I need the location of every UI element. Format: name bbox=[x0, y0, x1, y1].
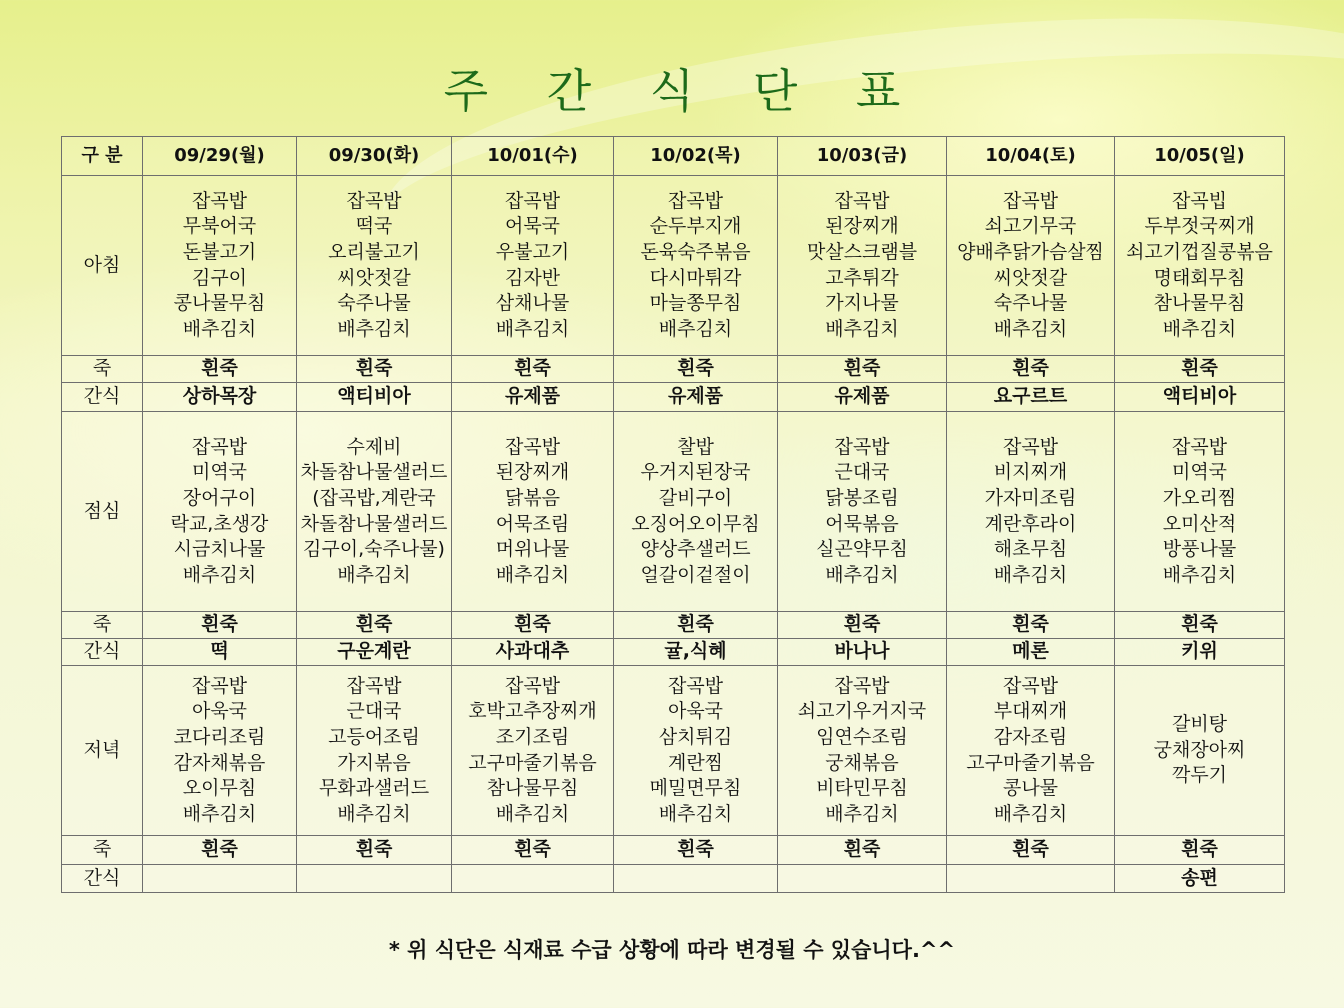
menu-item: 잡곡밥 bbox=[834, 674, 890, 697]
menu-item: 잡곡밥 bbox=[504, 435, 561, 458]
menu-item: 잡곡밥 bbox=[834, 435, 890, 458]
menu-item: 배추김치 bbox=[1162, 317, 1237, 340]
menu-item: 참나물무침 bbox=[486, 777, 579, 800]
menu-cell bbox=[778, 865, 947, 893]
menu-item: 잡곡밥 bbox=[1002, 189, 1059, 212]
menu-item: 흰죽 bbox=[201, 357, 238, 380]
menu-item: 잡곡밥 bbox=[1002, 674, 1059, 697]
menu-cell bbox=[614, 836, 778, 865]
menu-item: 어묵조림 bbox=[495, 512, 570, 535]
menu-item: 유제품 bbox=[667, 385, 724, 408]
menu-item: 잡곡밥 bbox=[504, 189, 561, 212]
menu-row bbox=[62, 639, 1285, 666]
menu-cell bbox=[1115, 639, 1285, 666]
menu-item: 머위나물 bbox=[495, 538, 570, 561]
menu-item: 배추김치 bbox=[182, 802, 257, 825]
menu-item: 쇠고기우거지국 bbox=[797, 700, 927, 723]
menu-item: 쇠고기껍질콩볶음 bbox=[1126, 240, 1273, 263]
menu-cell bbox=[778, 383, 947, 412]
menu-item: 잡곡밥 bbox=[504, 674, 561, 697]
menu-cell bbox=[297, 865, 452, 893]
row-label: 간식 bbox=[62, 383, 143, 412]
menu-item: 돈불고기 bbox=[182, 240, 257, 263]
menu-cell bbox=[297, 666, 452, 836]
menu-item: 김자반 bbox=[504, 266, 561, 289]
menu-item: 장어구이 bbox=[182, 486, 257, 509]
menu-item: 배추김치 bbox=[337, 563, 411, 586]
menu-item: 잡곡밥 bbox=[1002, 435, 1059, 458]
menu-item: 숙주나물 bbox=[337, 292, 411, 315]
menu-cell bbox=[452, 865, 614, 893]
menu-row bbox=[62, 412, 1285, 612]
menu-cell bbox=[778, 356, 947, 383]
header-day: 10/02(목) bbox=[614, 137, 778, 176]
menu-item: 잡곡밥 bbox=[191, 674, 248, 697]
menu-cell bbox=[143, 612, 297, 639]
menu-item: 배추김치 bbox=[337, 317, 411, 340]
menu-item: 마늘쫑무침 bbox=[649, 292, 742, 315]
menu-item: 닭볶음 bbox=[504, 486, 561, 509]
menu-item: 흰죽 bbox=[201, 838, 238, 861]
menu-cell bbox=[297, 836, 452, 865]
menu-item: 오징어오이무침 bbox=[631, 512, 760, 535]
menu-cell bbox=[778, 176, 947, 356]
row-label: 죽 bbox=[62, 836, 143, 865]
menu-item: 김구이,숙주나물) bbox=[303, 538, 445, 561]
page-title: 주 간 식 단 표 bbox=[443, 64, 923, 118]
menu-item: 구운계란 bbox=[337, 640, 411, 663]
menu-item: 다시마튀각 bbox=[649, 266, 742, 289]
weekly-menu-table bbox=[61, 136, 1285, 893]
menu-item: 흰죽 bbox=[355, 613, 393, 636]
menu-cell bbox=[947, 356, 1115, 383]
menu-item: 흰죽 bbox=[843, 613, 881, 636]
menu-item: 해초무침 bbox=[993, 538, 1068, 561]
menu-cell bbox=[947, 836, 1115, 865]
menu-item: 잡곡밥 bbox=[191, 189, 248, 212]
menu-item: 씨앗젓갈 bbox=[993, 266, 1068, 289]
menu-cell bbox=[614, 412, 778, 612]
menu-item: 송편 bbox=[1181, 866, 1218, 889]
menu-item: 콩나물무침 bbox=[173, 292, 266, 315]
menu-cell bbox=[143, 639, 297, 666]
menu-item: 흰죽 bbox=[1012, 357, 1049, 380]
menu-item: 배추김치 bbox=[993, 563, 1068, 586]
menu-cell bbox=[614, 612, 778, 639]
menu-item: 흰죽 bbox=[514, 357, 551, 380]
menu-row bbox=[62, 383, 1285, 412]
menu-item: 코다리조림 bbox=[173, 725, 266, 748]
menu-item: 오이무침 bbox=[182, 777, 257, 800]
menu-cell bbox=[452, 666, 614, 836]
menu-item: 상하목장 bbox=[182, 385, 257, 408]
menu-item: 숙주나물 bbox=[993, 292, 1068, 315]
menu-cell bbox=[947, 639, 1115, 666]
menu-item: 아욱국 bbox=[191, 700, 248, 723]
footnote: * 위 식단은 식재료 수급 상황에 따라 변경될 수 있습니다.^^ bbox=[388, 938, 956, 962]
menu-item: 미역국 bbox=[1171, 461, 1228, 484]
menu-item: 배추김치 bbox=[658, 802, 733, 825]
menu-item: 가오리찜 bbox=[1162, 486, 1237, 509]
menu-item: 잡곡밥 bbox=[191, 435, 248, 458]
menu-cell bbox=[778, 666, 947, 836]
menu-cell bbox=[143, 356, 297, 383]
menu-cell bbox=[778, 836, 947, 865]
menu-cell bbox=[452, 612, 614, 639]
menu-item: 삼채나물 bbox=[495, 292, 570, 315]
menu-cell bbox=[143, 865, 297, 893]
header-day: 10/05(일) bbox=[1115, 137, 1285, 176]
header-day: 10/04(토) bbox=[947, 137, 1115, 176]
menu-cell bbox=[143, 412, 297, 612]
menu-item: 임연수조림 bbox=[816, 725, 908, 748]
row-label: 아침 bbox=[62, 176, 143, 356]
menu-item: 흰죽 bbox=[677, 357, 714, 380]
menu-cell bbox=[1115, 612, 1285, 639]
menu-row bbox=[62, 836, 1285, 865]
menu-cell bbox=[947, 666, 1115, 836]
menu-cell bbox=[297, 383, 452, 412]
header-day: 10/01(수) bbox=[452, 137, 614, 176]
menu-item: 실곤약무침 bbox=[816, 538, 908, 561]
menu-item: 배추김치 bbox=[825, 563, 899, 586]
menu-cell bbox=[297, 612, 452, 639]
menu-cell bbox=[947, 865, 1115, 893]
menu-item: 양상추샐러드 bbox=[640, 538, 751, 561]
menu-item: 잡곡밥 bbox=[1171, 435, 1228, 458]
menu-item: 무화과샐러드 bbox=[318, 777, 430, 800]
menu-cell bbox=[452, 383, 614, 412]
menu-cell bbox=[778, 412, 947, 612]
menu-item: 잡곡밥 bbox=[346, 674, 402, 697]
menu-item: 궁채볶음 bbox=[825, 751, 899, 774]
menu-cell bbox=[947, 383, 1115, 412]
menu-item: 흰죽 bbox=[1181, 838, 1218, 861]
menu-item: 조기조림 bbox=[495, 725, 570, 748]
menu-item: 사과대추 bbox=[495, 640, 570, 663]
menu-item: 잡곡빕 bbox=[1171, 189, 1228, 212]
menu-cell bbox=[452, 356, 614, 383]
menu-item: 잡곡밥 bbox=[667, 674, 724, 697]
header-day: 09/30(화) bbox=[297, 137, 452, 176]
menu-item: 어묵국 bbox=[504, 215, 561, 238]
menu-item: 흰죽 bbox=[1181, 357, 1218, 380]
menu-item: 아욱국 bbox=[667, 700, 724, 723]
menu-item: 참나물무침 bbox=[1153, 292, 1246, 315]
menu-cell bbox=[297, 356, 452, 383]
menu-item: 우거지된장국 bbox=[640, 461, 751, 484]
menu-item: 씨앗젓갈 bbox=[337, 266, 411, 289]
menu-cell bbox=[1115, 176, 1285, 356]
menu-item: 시금치나물 bbox=[173, 538, 266, 561]
menu-item: 삼치튀김 bbox=[658, 725, 733, 748]
menu-item: 잡곡밥 bbox=[346, 189, 402, 212]
menu-item: 잡곡밥 bbox=[667, 189, 724, 212]
menu-item: 배추김치 bbox=[1162, 563, 1237, 586]
menu-item: 방풍나물 bbox=[1162, 538, 1237, 561]
menu-item: 된장찌개 bbox=[825, 215, 899, 238]
menu-item: 요구르트 bbox=[993, 385, 1068, 408]
menu-item: 액티비아 bbox=[1162, 385, 1237, 408]
menu-item: 가자미조림 bbox=[984, 486, 1077, 509]
menu-item: 무북어국 bbox=[182, 215, 257, 238]
row-label: 죽 bbox=[62, 356, 143, 383]
menu-item: 배추김치 bbox=[825, 802, 899, 825]
menu-item: 차돌참나물샐러드 bbox=[300, 461, 448, 484]
menu-row bbox=[62, 356, 1285, 383]
menu-cell bbox=[297, 412, 452, 612]
menu-item: 얼갈이겉절이 bbox=[640, 563, 751, 586]
menu-item: 명태회무침 bbox=[1153, 266, 1246, 289]
menu-cell bbox=[1115, 356, 1285, 383]
header-day: 09/29(월) bbox=[143, 137, 297, 176]
menu-item: 배추김치 bbox=[182, 563, 257, 586]
menu-item: 돈육숙주볶음 bbox=[640, 240, 751, 263]
menu-item: 계란찜 bbox=[667, 751, 724, 774]
menu-item: 오미산적 bbox=[1162, 512, 1237, 535]
menu-item: 바나나 bbox=[834, 640, 890, 663]
menu-item: 맛살스크램블 bbox=[806, 240, 918, 263]
menu-row bbox=[62, 666, 1285, 836]
menu-item: 유제품 bbox=[834, 385, 890, 408]
menu-cell bbox=[614, 383, 778, 412]
menu-item: 배추김치 bbox=[495, 317, 570, 340]
menu-item: 키위 bbox=[1181, 640, 1218, 663]
menu-item: 흰죽 bbox=[677, 838, 714, 861]
menu-item: 감자조림 bbox=[993, 725, 1068, 748]
menu-cell bbox=[614, 176, 778, 356]
menu-item: 찰밥 bbox=[677, 435, 714, 458]
menu-item: 가지나물 bbox=[825, 292, 899, 315]
menu-item: 양배추닭가슴살찜 bbox=[957, 240, 1104, 263]
menu-cell bbox=[452, 176, 614, 356]
menu-item: 순두부지개 bbox=[649, 215, 742, 238]
menu-item: 쇠고기무국 bbox=[984, 215, 1077, 238]
menu-item: 흰죽 bbox=[843, 357, 881, 380]
menu-cell bbox=[297, 639, 452, 666]
menu-item: 잡곡밥 bbox=[834, 189, 890, 212]
menu-cell bbox=[778, 612, 947, 639]
menu-item: 가지볶음 bbox=[337, 751, 411, 774]
menu-item: 감자채볶음 bbox=[173, 751, 266, 774]
menu-item: 어묵볶음 bbox=[825, 512, 899, 535]
menu-cell bbox=[297, 176, 452, 356]
menu-item: 닭봉조림 bbox=[825, 486, 899, 509]
menu-item: 흰죽 bbox=[1012, 838, 1049, 861]
menu-cell bbox=[614, 666, 778, 836]
menu-cell bbox=[143, 383, 297, 412]
menu-cell bbox=[947, 412, 1115, 612]
menu-cell bbox=[614, 639, 778, 666]
menu-item: 흰죽 bbox=[1012, 613, 1049, 636]
header-category: 구 분 bbox=[62, 137, 143, 176]
menu-cell bbox=[143, 176, 297, 356]
menu-item: 김구이 bbox=[191, 266, 248, 289]
menu-item: 수제비 bbox=[346, 435, 402, 458]
menu-item: 흰죽 bbox=[201, 613, 238, 636]
menu-item: 부대찌개 bbox=[993, 700, 1068, 723]
menu-cell bbox=[778, 639, 947, 666]
menu-item: 떡 bbox=[210, 640, 229, 663]
menu-item: 메밀면무침 bbox=[649, 777, 742, 800]
menu-item: 배추김치 bbox=[337, 802, 411, 825]
menu-item: 우불고기 bbox=[495, 240, 570, 263]
menu-item: 오리불고기 bbox=[328, 240, 420, 263]
menu-item: 갈비탕 bbox=[1171, 713, 1228, 736]
menu-cell bbox=[452, 639, 614, 666]
menu-cell bbox=[947, 612, 1115, 639]
menu-item: 비타민무침 bbox=[816, 777, 908, 800]
header-row bbox=[62, 137, 1285, 176]
menu-cell bbox=[1115, 412, 1285, 612]
menu-item: 근대국 bbox=[346, 700, 402, 723]
menu-cell bbox=[452, 836, 614, 865]
menu-item: 배추김치 bbox=[658, 317, 733, 340]
menu-item: 갈비구이 bbox=[658, 486, 733, 509]
row-label: 죽 bbox=[62, 612, 143, 639]
menu-item: 미역국 bbox=[191, 461, 248, 484]
menu-item: 흰죽 bbox=[1181, 613, 1218, 636]
row-label: 간식 bbox=[62, 865, 143, 893]
menu-item: 두부젓국찌개 bbox=[1144, 215, 1255, 238]
menu-item: 된장찌개 bbox=[495, 461, 570, 484]
menu-item: 고추튀각 bbox=[825, 266, 899, 289]
menu-item: 고구마줄기볶음 bbox=[966, 751, 1095, 774]
menu-item: 콩나물 bbox=[1002, 777, 1059, 800]
row-label: 점심 bbox=[62, 412, 143, 612]
menu-item: (잡곡밥,계란국 bbox=[312, 486, 436, 509]
menu-cell bbox=[1115, 865, 1285, 893]
menu-item: 배추김치 bbox=[993, 802, 1068, 825]
menu-item: 액티비아 bbox=[337, 385, 411, 408]
menu-item: 흰죽 bbox=[355, 357, 393, 380]
menu-item: 락교,초생강 bbox=[170, 512, 269, 535]
menu-item: 흰죽 bbox=[843, 838, 881, 861]
menu-item: 배추김치 bbox=[993, 317, 1068, 340]
menu-cell bbox=[614, 865, 778, 893]
menu-item: 배추김치 bbox=[182, 317, 257, 340]
menu-item: 궁채장아찌 bbox=[1153, 738, 1246, 761]
menu-cell bbox=[614, 356, 778, 383]
menu-cell bbox=[1115, 836, 1285, 865]
menu-item: 유제품 bbox=[504, 385, 561, 408]
menu-cell bbox=[143, 836, 297, 865]
menu-item: 흰죽 bbox=[514, 613, 551, 636]
menu-item: 흰죽 bbox=[677, 613, 714, 636]
row-label: 저녁 bbox=[62, 666, 143, 836]
menu-item: 고구마줄기볶음 bbox=[468, 751, 597, 774]
menu-item: 비지찌개 bbox=[993, 461, 1068, 484]
menu-item: 흰죽 bbox=[514, 838, 551, 861]
menu-item: 차돌참나물샐러드 bbox=[300, 512, 448, 535]
menu-item: 흰죽 bbox=[355, 838, 393, 861]
menu-row bbox=[62, 865, 1285, 893]
menu-item: 배추김치 bbox=[495, 563, 570, 586]
menu-item: 배추김치 bbox=[495, 802, 570, 825]
menu-item: 떡국 bbox=[355, 215, 393, 238]
menu-cell bbox=[1115, 666, 1285, 836]
menu-item: 고등어조림 bbox=[328, 725, 420, 748]
menu-item: 호박고추장찌개 bbox=[468, 700, 597, 723]
menu-row bbox=[62, 176, 1285, 356]
menu-item: 근대국 bbox=[834, 461, 890, 484]
menu-item: 깍두기 bbox=[1171, 764, 1228, 787]
menu-cell bbox=[143, 666, 297, 836]
header-day: 10/03(금) bbox=[778, 137, 947, 176]
menu-item: 귤,식혜 bbox=[664, 640, 727, 663]
menu-row bbox=[62, 612, 1285, 639]
row-label: 간식 bbox=[62, 639, 143, 666]
menu-cell bbox=[947, 176, 1115, 356]
menu-item: 계란후라이 bbox=[984, 512, 1077, 535]
menu-item: 배추김치 bbox=[825, 317, 899, 340]
menu-item: 메론 bbox=[1012, 640, 1049, 663]
menu-cell bbox=[452, 412, 614, 612]
menu-cell bbox=[1115, 383, 1285, 412]
